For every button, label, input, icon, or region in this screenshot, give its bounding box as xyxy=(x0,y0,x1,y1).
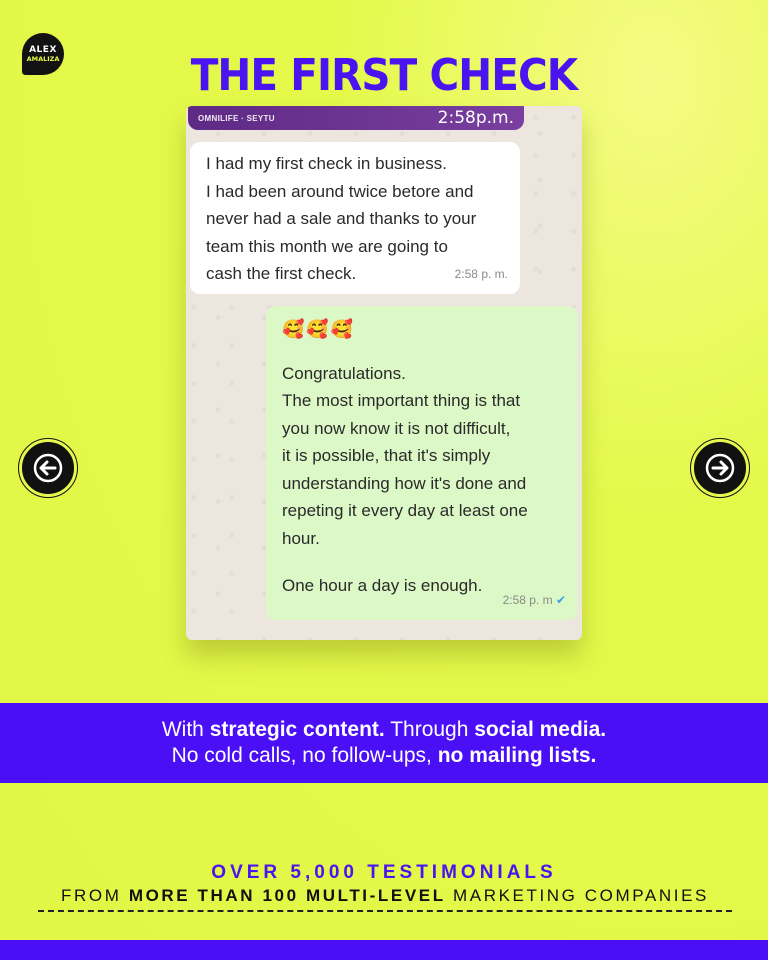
promo-line-1 xyxy=(0,717,768,743)
subline-text: MARKETING COMPANIES xyxy=(445,886,709,905)
message-line: repeting it every day at least one xyxy=(282,501,528,520)
promo-text-bold: no mailing lists. xyxy=(437,744,597,767)
chat-header-brands: OMNILIFE · SEYTU xyxy=(198,113,275,123)
arrow-right-icon xyxy=(705,453,735,483)
incoming-message xyxy=(190,142,520,294)
promo-text: Through xyxy=(384,718,475,741)
message-line: it is possible, that it's simply xyxy=(282,446,491,465)
message-line: team this month we are going to xyxy=(206,236,448,256)
testimonials-headline: OVER 5,000 TESTIMONIALS xyxy=(211,862,557,883)
message-time: 2:58 p. m xyxy=(502,592,553,607)
read-check-icon: ✔ xyxy=(555,592,566,607)
message-timestamp: 2:58 p. m. xyxy=(454,266,508,281)
testimonials-subline xyxy=(38,886,732,912)
subline-text-bold: MORE THAN 100 MULTI-LEVEL xyxy=(128,886,446,905)
message-line: hour. xyxy=(282,528,320,548)
chat-header-time: 2:58p.m. xyxy=(437,108,514,128)
promo-line-2 xyxy=(0,743,768,769)
chat-header xyxy=(188,106,524,130)
message-line: you now know it is not difficult, xyxy=(282,418,511,438)
message-timestamp xyxy=(503,587,566,615)
message-line: Congratulations. xyxy=(282,363,406,383)
outgoing-message xyxy=(266,306,578,620)
message-line: never had a sale and thanks to your xyxy=(206,209,477,228)
message-line: understanding how it's done and xyxy=(282,473,527,493)
message-line: The most important thing is that xyxy=(282,391,521,410)
promo-text: With xyxy=(161,718,210,741)
next-button[interactable] xyxy=(691,439,749,497)
promo-text-bold: strategic content. xyxy=(209,718,385,741)
brand-logo-line1: ALEX xyxy=(29,44,57,55)
page-title: THE FIRST CHECK xyxy=(190,50,578,101)
promo-text-bold: social media. xyxy=(474,718,607,741)
message-closing: One hour a day is enough. xyxy=(282,576,483,595)
footer-band xyxy=(0,940,768,960)
promo-band xyxy=(0,703,768,783)
message-line: cash the first check. xyxy=(206,264,357,283)
prev-button[interactable] xyxy=(19,439,77,497)
arrow-left-icon xyxy=(33,453,63,483)
message-line: I had been around twice betore and xyxy=(206,181,474,201)
smiling-face-hearts-icon: 🥰🥰🥰 xyxy=(282,319,356,340)
message-line: I had my first check in business. xyxy=(206,154,447,173)
brand-logo-line2: AMALIZA xyxy=(26,54,60,63)
promo-text: No cold calls, no follow-ups, xyxy=(171,744,438,767)
subline-text: FROM xyxy=(61,886,129,905)
chat-screenshot xyxy=(186,106,582,640)
